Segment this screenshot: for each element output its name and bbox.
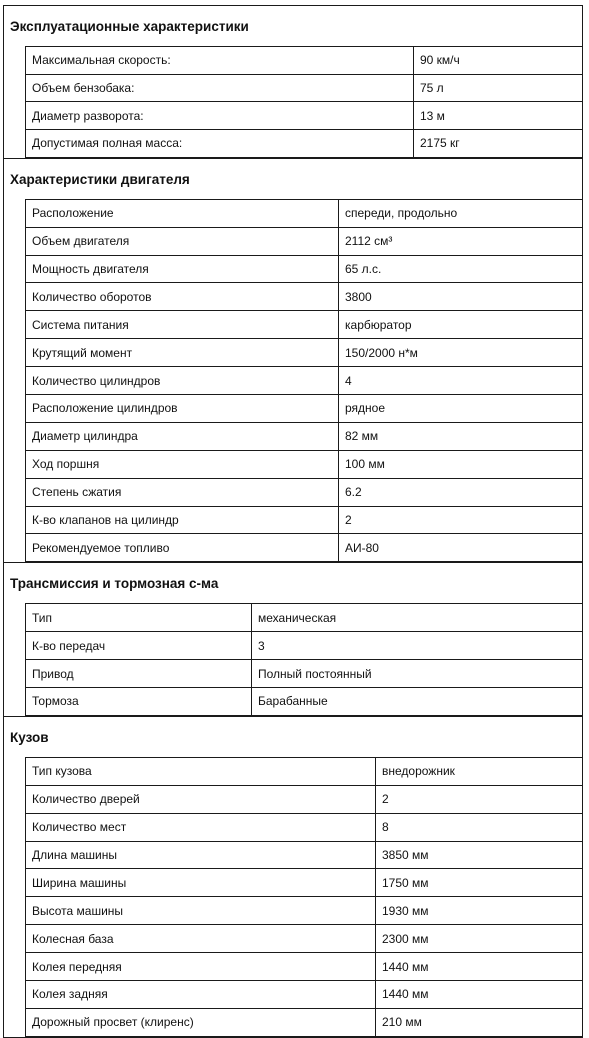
spec-value: спереди, продольно: [339, 199, 583, 227]
table-row: [26, 981, 583, 1009]
spec-value: 100 мм: [339, 450, 583, 478]
spec-label: Максимальная скорость:: [26, 47, 414, 75]
table-row: [26, 311, 583, 339]
table-row: [26, 660, 583, 688]
spec-value: Барабанные: [252, 688, 583, 716]
spec-label: Мощность двигателя: [26, 255, 339, 283]
spec-label: Крутящий момент: [26, 339, 339, 367]
spec-value: 2175 кг: [414, 130, 583, 158]
spec-label: Тип кузова: [26, 757, 376, 785]
spec-sheet: [3, 5, 583, 1038]
spec-label: Система питания: [26, 311, 339, 339]
section-body-body: [4, 757, 582, 1037]
spec-label: Количество цилиндров: [26, 367, 339, 395]
table-row: [26, 785, 583, 813]
spec-value: внедорожник: [376, 757, 583, 785]
table-row: [26, 227, 583, 255]
spec-label: К-во передач: [26, 632, 252, 660]
spec-value: карбюратор: [339, 311, 583, 339]
spec-label: Рекомендуемое топливо: [26, 534, 339, 562]
table-row: [26, 534, 583, 562]
spec-label: Допустимая полная масса:: [26, 130, 414, 158]
spec-value: 13 м: [414, 102, 583, 130]
spec-value: Полный постоянный: [252, 660, 583, 688]
table-row: [26, 339, 583, 367]
spec-label: Ход поршня: [26, 450, 339, 478]
spec-value: 3800: [339, 283, 583, 311]
spec-label: Количество оборотов: [26, 283, 339, 311]
table-row: [26, 632, 583, 660]
table-row: [26, 394, 583, 422]
table-row: [26, 506, 583, 534]
transmission-table: [25, 603, 582, 716]
table-row: [26, 688, 583, 716]
performance-table: [25, 46, 582, 158]
spec-value: 1440 мм: [376, 981, 583, 1009]
table-row: [26, 367, 583, 395]
section-title-performance: Эксплуатационные характеристики: [10, 19, 249, 34]
spec-label: Колесная база: [26, 925, 376, 953]
table-row: [26, 255, 583, 283]
spec-label: Объем двигателя: [26, 227, 339, 255]
table-row: [26, 478, 583, 506]
table-row: [26, 841, 583, 869]
spec-value: 4: [339, 367, 583, 395]
spec-value: 2: [339, 506, 583, 534]
table-row: [26, 953, 583, 981]
spec-label: Колея передняя: [26, 953, 376, 981]
spec-value: 75 л: [414, 74, 583, 102]
section-body-transmission: [4, 603, 582, 716]
spec-value: 1930 мм: [376, 897, 583, 925]
spec-label: Колея задняя: [26, 981, 376, 1009]
spec-value: 1750 мм: [376, 869, 583, 897]
table-row: [26, 130, 583, 158]
table-row: [26, 283, 583, 311]
spec-label: Ширина машины: [26, 869, 376, 897]
spec-label: Высота машины: [26, 897, 376, 925]
spec-value: 2: [376, 785, 583, 813]
spec-label: Объем бензобака:: [26, 74, 414, 102]
spec-value: 65 л.с.: [339, 255, 583, 283]
section-body-engine: [4, 199, 582, 563]
section-title-engine: Характеристики двигателя: [10, 171, 190, 187]
spec-label: К-во клапанов на цилиндр: [26, 506, 339, 534]
body-table: [25, 757, 582, 1037]
spec-value: 3850 мм: [376, 841, 583, 869]
table-row: [26, 604, 583, 632]
table-row: [26, 925, 583, 953]
spec-label: Количество дверей: [26, 785, 376, 813]
table-row: [26, 897, 583, 925]
spec-value: 2300 мм: [376, 925, 583, 953]
spec-value: 3: [252, 632, 583, 660]
table-row: [26, 74, 583, 102]
section-body-type: [3, 716, 583, 1038]
spec-value: механическая: [252, 604, 583, 632]
table-row: [26, 813, 583, 841]
table-row: [26, 422, 583, 450]
spec-label: Диаметр разворота:: [26, 102, 414, 130]
section-transmission: [3, 562, 583, 716]
spec-label: Количество мест: [26, 813, 376, 841]
table-row: [26, 102, 583, 130]
spec-label: Привод: [26, 660, 252, 688]
spec-label: Диаметр цилиндра: [26, 422, 339, 450]
spec-value: 1440 мм: [376, 953, 583, 981]
spec-label: Расположение цилиндров: [26, 394, 339, 422]
spec-label: Степень сжатия: [26, 478, 339, 506]
spec-value: АИ-80: [339, 534, 583, 562]
engine-table: [25, 199, 582, 563]
spec-label: Тип: [26, 604, 252, 632]
table-row: [26, 757, 583, 785]
spec-label: Расположение: [26, 199, 339, 227]
section-engine: [3, 158, 583, 563]
table-row: [26, 1008, 583, 1036]
section-title-transmission: Трансмиссия и тормозная с-ма: [10, 576, 219, 592]
table-row: [26, 47, 583, 75]
section-performance: [3, 5, 583, 158]
spec-value: 6.2: [339, 478, 583, 506]
spec-label: Дорожный просвет (клиренс): [26, 1008, 376, 1036]
table-row: [26, 869, 583, 897]
table-row: [26, 450, 583, 478]
spec-label: Длина машины: [26, 841, 376, 869]
spec-value: 8: [376, 813, 583, 841]
table-row: [26, 199, 583, 227]
spec-label: Тормоза: [26, 688, 252, 716]
spec-value: рядное: [339, 394, 583, 422]
section-title-body: Кузов: [10, 729, 49, 745]
section-body-performance: [4, 46, 582, 158]
spec-value: 210 мм: [376, 1008, 583, 1036]
spec-value: 90 км/ч: [414, 47, 583, 75]
spec-value: 150/2000 н*м: [339, 339, 583, 367]
spec-value: 82 мм: [339, 422, 583, 450]
spec-value: 2112 см³: [339, 227, 583, 255]
